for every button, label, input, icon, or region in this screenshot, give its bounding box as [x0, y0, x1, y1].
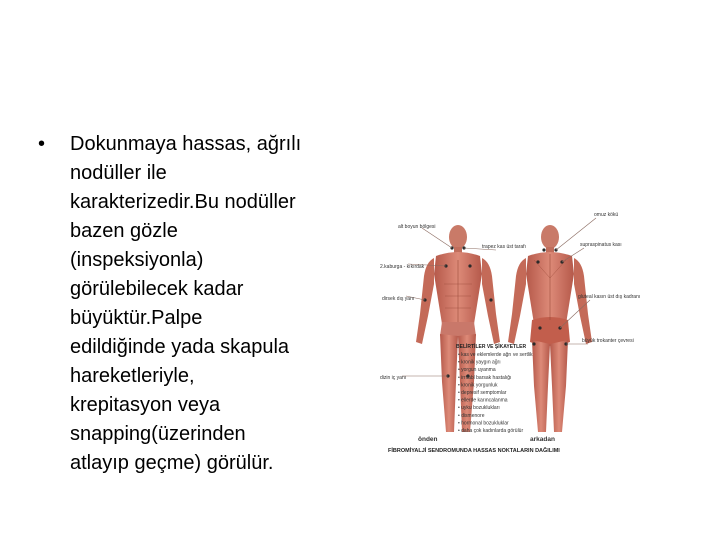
bullet-line: atlayıp geçme) görülür.: [70, 452, 274, 474]
label-shoulder-root: omuz kökü: [594, 212, 619, 218]
bullet-text: [70, 130, 370, 478]
label-trapezius: trapez kas üst tarafı: [482, 244, 526, 250]
bullet-line: nodüller ile: [70, 162, 167, 184]
anatomy-illustration: [378, 204, 641, 460]
label-gluteal: gluteal kasın üst dış kadranı: [578, 294, 641, 300]
symptom-item: • irritabl barsak hastalığı: [458, 374, 512, 381]
figure-caption: FİBROMİYALJİ SENDROMUNDA HASSAS NOKTALARIN DAĞILIMI: [388, 448, 560, 454]
label-greater-trochanter: büyük trokanter çevresi: [582, 338, 634, 344]
symptom-item: • kronik yorgunluk: [458, 382, 498, 389]
bullet-line: hareketleriyle,: [70, 365, 195, 387]
symptom-item: • depresif semptomlar: [458, 390, 507, 396]
bullet-line: görülebilecek kadar: [70, 278, 244, 300]
bullet-line: büyüktür.Palpe: [70, 307, 203, 329]
fibromyalgia-tender-points-figure: [378, 204, 641, 460]
symptom-item: • daha çok kadınlarda görülür: [458, 428, 524, 434]
symptom-item: • hormonal bozukluklar: [458, 420, 509, 427]
symptoms-title: BELİRTİLER VE ŞİKAYETLER: [456, 344, 527, 350]
front-view-label: önden: [418, 436, 438, 443]
symptom-item: • kas ve eklemlerde ağrı ve sertlik: [458, 352, 533, 358]
bullet-line: krepitasyon veya: [70, 394, 221, 416]
label-medial-knee: dizin iç yanı: [380, 375, 407, 381]
symptom-item: • dismenore: [458, 412, 485, 419]
back-body-figure: [508, 225, 592, 432]
bullet-line: Dokunmaya hassas, ağrılı: [70, 133, 302, 155]
symptom-item: • yorgun uyanma: [458, 367, 496, 374]
back-view-label: arkadan: [530, 436, 555, 443]
bullet-dot-icon: •: [38, 133, 46, 155]
label-supraspinatus: supraspinatus kası: [580, 242, 622, 248]
bullet-line: bazen gözle: [70, 220, 178, 242]
bullet-line: edildiğinde yada skapula: [70, 336, 290, 358]
bullet-line: karakterizedir.Bu nodüller: [70, 191, 296, 213]
symptom-item: • ellerde karıncalanma: [458, 397, 508, 404]
bullet-line: (inspeksiyonla): [70, 249, 204, 271]
bullet-line: snapping(üzerinden: [70, 423, 246, 445]
symptom-item: • kronik yaygın ağrı: [458, 359, 501, 366]
label-lower-neck: alt boyun bölgesi: [398, 224, 436, 230]
label-second-rib: 2.kaburga - kıkırdak: [380, 264, 425, 270]
symptom-item: • uyku bozuklukları: [458, 405, 500, 412]
label-lateral-elbow: dirsek dış yanı: [382, 296, 415, 302]
